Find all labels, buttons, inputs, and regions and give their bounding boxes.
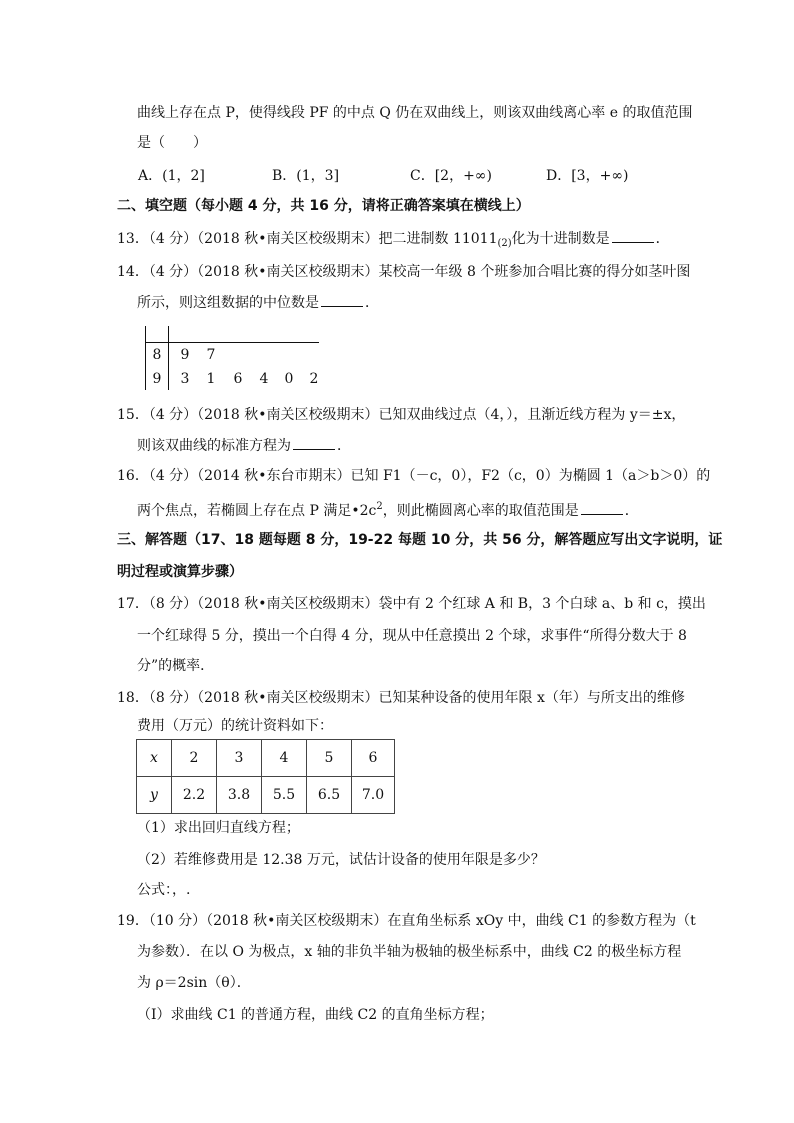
- q19-part1: （I）求曲线 C1 的普通方程，曲线 C2 的直角坐标方程；: [137, 1007, 494, 1023]
- q17-line2: 一个红球得 5 分，摸出一个白得 4 分，现从中任意摸出 2 个球，求事件“所得分数大于 8: [137, 628, 687, 644]
- q16-line1: 16．（4 分）（2014 秋•东台市期末）已知 F1（－c，0），F2（c，0）为椭圆 1（a＞b＞0）的: [117, 468, 711, 484]
- option-c: C．[2，+∞): [410, 168, 492, 184]
- table-cell: 3.8: [217, 777, 262, 814]
- leaf: 6: [233, 371, 243, 387]
- q17-line3: 分”的概率．: [137, 658, 215, 674]
- table-cell: 2: [172, 740, 217, 777]
- table-cell: 6: [352, 740, 395, 777]
- q12-line1: 曲线上存在点 P，使得线段 PF 的中点 Q 仍在双曲线上，则该双曲线离心率 e 的取值范围: [137, 105, 693, 121]
- stem-leaf-divider: [168, 326, 169, 390]
- q13-text: 13．（4 分）（2018 秋•南关区校级期末）把二进制数 11011: [117, 231, 498, 247]
- q18-line1: 18．（8 分）（2018 秋•南关区校级期末）已知某种设备的使用年限 x（年）与所支出的维修: [117, 690, 685, 706]
- q19-line3: 为 ρ＝2sin（θ）．: [137, 975, 251, 991]
- q16-end: ．: [624, 503, 639, 519]
- leaf: 7: [206, 347, 216, 363]
- leaf: 3: [180, 371, 190, 387]
- section-2-heading: 二、填空题（每小题 4 分，共 16 分，请将正确答案填在横线上）: [117, 198, 530, 214]
- q14-text: 所示，则这组数据的中位数是: [137, 295, 319, 311]
- leaf: 2: [309, 371, 319, 387]
- q16-line2: 两个焦点，若椭圆上存在点 P 满足$•2c^2$，则此椭圆离心率的取值范围是 ．: [137, 501, 639, 519]
- table-cell: 6.5: [307, 777, 352, 814]
- q15-end: ．: [337, 438, 351, 454]
- answer-blank: [321, 292, 363, 307]
- option-b: B．(1，3]: [272, 168, 340, 184]
- maintenance-data-table: [136, 739, 395, 814]
- q16-text-a: 两个焦点，若椭圆上存在点 P 满足•2c: [137, 503, 377, 519]
- question-13: [117, 228, 670, 254]
- table-cell: 3: [217, 740, 262, 777]
- q18-formula: 公式：，.: [137, 882, 191, 898]
- option-a: A．(1，2]: [138, 168, 205, 184]
- stem-leaf-left-border: [145, 326, 146, 390]
- q14-line1: 14．（4 分）（2018 秋•南关区校级期末）某校高一年级 8 个班参加合唱比赛的得分如茎叶图: [117, 264, 691, 280]
- q19-line1: 19．（10 分）（2018 秋•南关区校级期末）在直角坐标系 xOy 中，曲线 C1 的参数方程为（t: [117, 913, 696, 929]
- table-row: [137, 777, 395, 814]
- q15-line1: 15．（4 分）（2018 秋•南关区校级期末）已知双曲线过点（4，），且渐近线方程为 y＝±x，: [117, 407, 686, 423]
- q13-tail: 化为十进制数是: [511, 231, 610, 247]
- table-cell: 5.5: [262, 777, 307, 814]
- table-cell: 2.2: [172, 777, 217, 814]
- table-row: [137, 740, 395, 777]
- q12-line2: 是（ ）: [137, 135, 207, 151]
- q19-line2: 为参数）．在以 O 为极点，x 轴的非负半轴为极轴的极坐标系中，曲线 C2 的极坐标方程: [137, 944, 682, 960]
- q13-end: ．: [655, 231, 670, 247]
- q13-subscript: (2): [497, 238, 512, 249]
- q15-text: 则该双曲线的标准方程为: [137, 438, 291, 454]
- table-cell: x: [137, 740, 172, 777]
- stem-leaf-top-rule: [145, 342, 319, 343]
- answer-blank: [612, 228, 654, 243]
- section-3-heading-line1: 三、解答题（17、18 题每题 8 分，19-22 每题 10 分，共 56 分，解答题应写出文字说明，证: [117, 532, 723, 548]
- q17-line1: 17．（8 分）（2018 秋•南关区校级期末）袋中有 2 个红球 A 和 B，3 个白球 a、b 和 c，摸出: [117, 596, 706, 612]
- table-cell: 5: [307, 740, 352, 777]
- stem-9: 9: [152, 371, 162, 387]
- q14-end: ．: [365, 295, 379, 311]
- q18-line2: 费用（万元）的统计资料如下：: [137, 718, 333, 734]
- leaf: 9: [180, 347, 190, 363]
- q18-part2: （2）若维修费用是 12.38 万元，试估计设备的使用年限是多少？: [137, 852, 545, 868]
- table-cell: y: [137, 777, 172, 814]
- table-cell: 7.0: [352, 777, 395, 814]
- section-3-heading-line2: 明过程或演算步骤）: [117, 564, 243, 580]
- leaf: 0: [284, 371, 294, 387]
- table-cell: 4: [262, 740, 307, 777]
- q14-line2: [137, 292, 379, 313]
- q15-line2: [137, 435, 351, 456]
- q18-part1: （1）求出回归直线方程；: [137, 820, 300, 836]
- leaf: 4: [259, 371, 269, 387]
- stem-8: 8: [152, 347, 162, 363]
- leaf: 1: [206, 371, 216, 387]
- answer-blank: [581, 500, 623, 515]
- q16-text-b: ，则此椭圆离心率的取值范围是: [382, 503, 579, 519]
- option-d: D．[3，+∞): [546, 168, 629, 184]
- answer-blank: [293, 435, 335, 450]
